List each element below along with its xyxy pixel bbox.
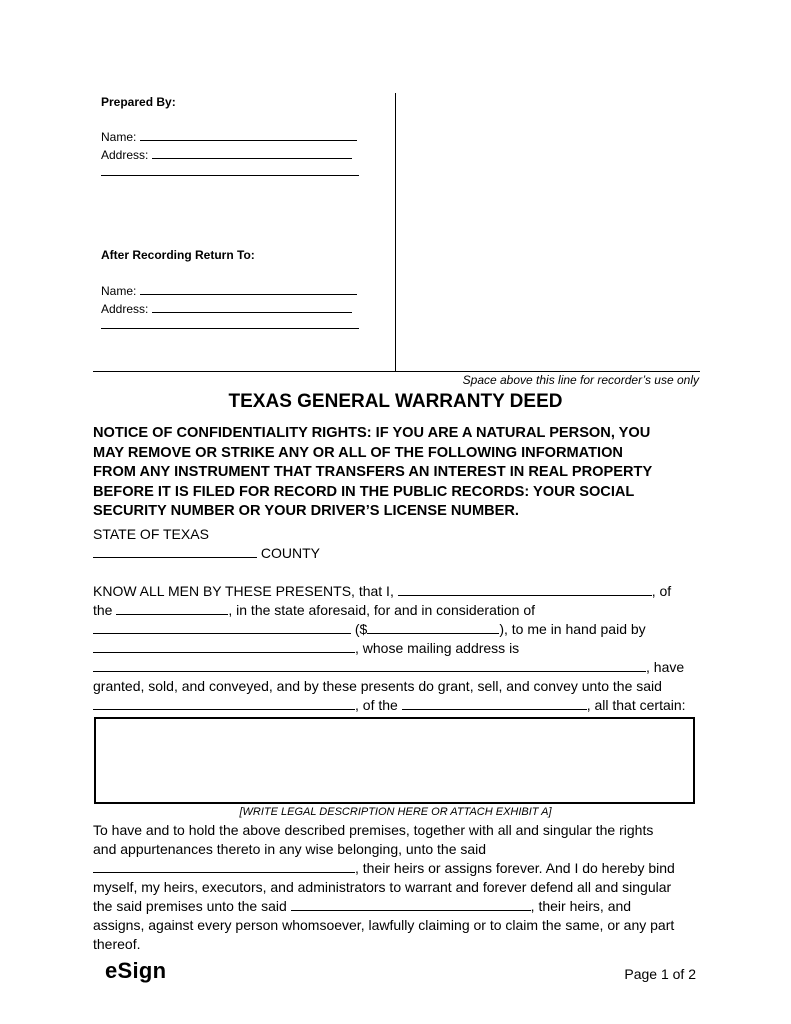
habendum-line: assigns, against every person whomsoever, lawfully claiming or to claim the same, or any part (93, 917, 675, 933)
consideration-words-field[interactable] (93, 621, 351, 634)
return-address-row (101, 300, 352, 316)
confidentiality-notice (93, 424, 713, 522)
document-title: TEXAS GENERAL WARRANTY DEED (228, 391, 563, 412)
prepared-by-heading: Prepared By: (101, 95, 176, 109)
grantee-name-field-3[interactable] (93, 860, 355, 873)
consideration-amount-field[interactable] (367, 621, 499, 634)
grantee-name-field-2[interactable] (93, 697, 355, 710)
grant-text: the (93, 602, 113, 618)
legal-description-caption: [WRITE LEGAL DESCRIPTION HERE OR ATTACH EXHIBIT A] (239, 806, 552, 818)
grant-paragraph (93, 582, 693, 715)
esign-logo: eSign (105, 958, 167, 983)
notice-line: BEFORE IT IS FILED FOR RECORD IN THE PUBLIC RECORDS: YOUR SOCIAL (93, 483, 635, 500)
grantor-county-field[interactable] (116, 602, 228, 615)
return-name-row (101, 282, 357, 298)
mailing-address-field[interactable] (93, 659, 646, 672)
habendum-line: and appurtenances thereto in any wise belonging, unto the said (93, 841, 487, 857)
grant-line-3 (93, 620, 693, 639)
grant-line-2 (93, 601, 693, 620)
habendum-text: , their heirs or assigns forever. And I do hereby bind (355, 860, 675, 876)
state-line: STATE OF TEXAS (93, 526, 209, 542)
county-field[interactable] (93, 545, 257, 558)
grant-line-7 (93, 696, 693, 715)
name-label: Name: (101, 130, 137, 144)
notice-line: NOTICE OF CONFIDENTIALITY RIGHTS: IF YOU ARE A NATURAL PERSON, YOU (93, 425, 651, 441)
grant-text: ($ (354, 621, 368, 637)
grant-line-5 (93, 658, 693, 677)
grant-text: KNOW ALL MEN BY THESE PRESENTS, that I, (93, 583, 394, 599)
grant-text: , of the (355, 697, 398, 713)
vertical-divider (395, 93, 396, 371)
prepared-by-address-field[interactable] (152, 146, 352, 159)
recorder-note: Space above this line for recorder’s use only (462, 373, 699, 387)
habendum-paragraph (93, 821, 693, 954)
county-row (93, 544, 320, 563)
notice-line: FROM ANY INSTRUMENT THAT TRANSFERS AN INTEREST IN REAL PROPERTY (93, 464, 653, 480)
grantee-name-field-4[interactable] (291, 898, 531, 911)
return-to-heading: After Recording Return To: (101, 248, 255, 262)
name-label: Name: (101, 284, 137, 298)
prepared-by-address-row (101, 146, 352, 162)
legal-description-box[interactable] (94, 717, 695, 804)
notice-line: MAY REMOVE OR STRIKE ANY OR ALL OF THE FOLLOWING INFORMATION (93, 444, 623, 461)
grant-text: , whose mailing address is (355, 640, 520, 656)
grant-text: , have (646, 659, 685, 675)
grant-line-6: granted, sold, and conveyed, and by these presents do grant, sell, and convey unto the said (93, 678, 662, 694)
habendum-text: the said premises unto the said (93, 898, 287, 914)
grant-text: , of (651, 583, 672, 599)
prepared-by-name-field[interactable] (140, 128, 357, 141)
page-number: Page 1 of 2 (624, 966, 696, 982)
habendum-line (93, 859, 693, 878)
return-name-field[interactable] (140, 282, 357, 295)
habendum-line: thereof. (93, 936, 141, 952)
habendum-text: , their heirs, and (530, 898, 632, 914)
address-label: Address: (101, 302, 149, 316)
prepared-by-name-row (101, 128, 357, 144)
grantee-name-field[interactable] (93, 640, 355, 653)
habendum-line: To have and to hold the above described premises, together with all and singular the rights (93, 822, 654, 838)
grant-text: ), to me in hand paid by (499, 621, 646, 637)
notice-line: SECURITY NUMBER OR YOUR DRIVER’S LICENSE NUMBER. (93, 503, 519, 519)
habendum-line: myself, my heirs, executors, and administrators to warrant and forever defend all and singular (93, 879, 672, 895)
address-label: Address: (101, 148, 149, 162)
grant-line-4 (93, 639, 693, 658)
recorder-line (93, 371, 700, 372)
prepared-by-address-line2[interactable] (101, 175, 359, 176)
habendum-line (93, 897, 693, 916)
county-label: COUNTY (260, 545, 321, 561)
property-county-field[interactable] (402, 697, 587, 710)
return-address-field[interactable] (152, 300, 352, 313)
grantor-name-field[interactable] (398, 583, 652, 596)
grant-line-1 (93, 582, 693, 601)
grant-text: , in the state aforesaid, for and in consideration of (228, 602, 535, 618)
grant-text: , all that certain: (586, 697, 686, 713)
return-address-line2[interactable] (101, 328, 359, 329)
